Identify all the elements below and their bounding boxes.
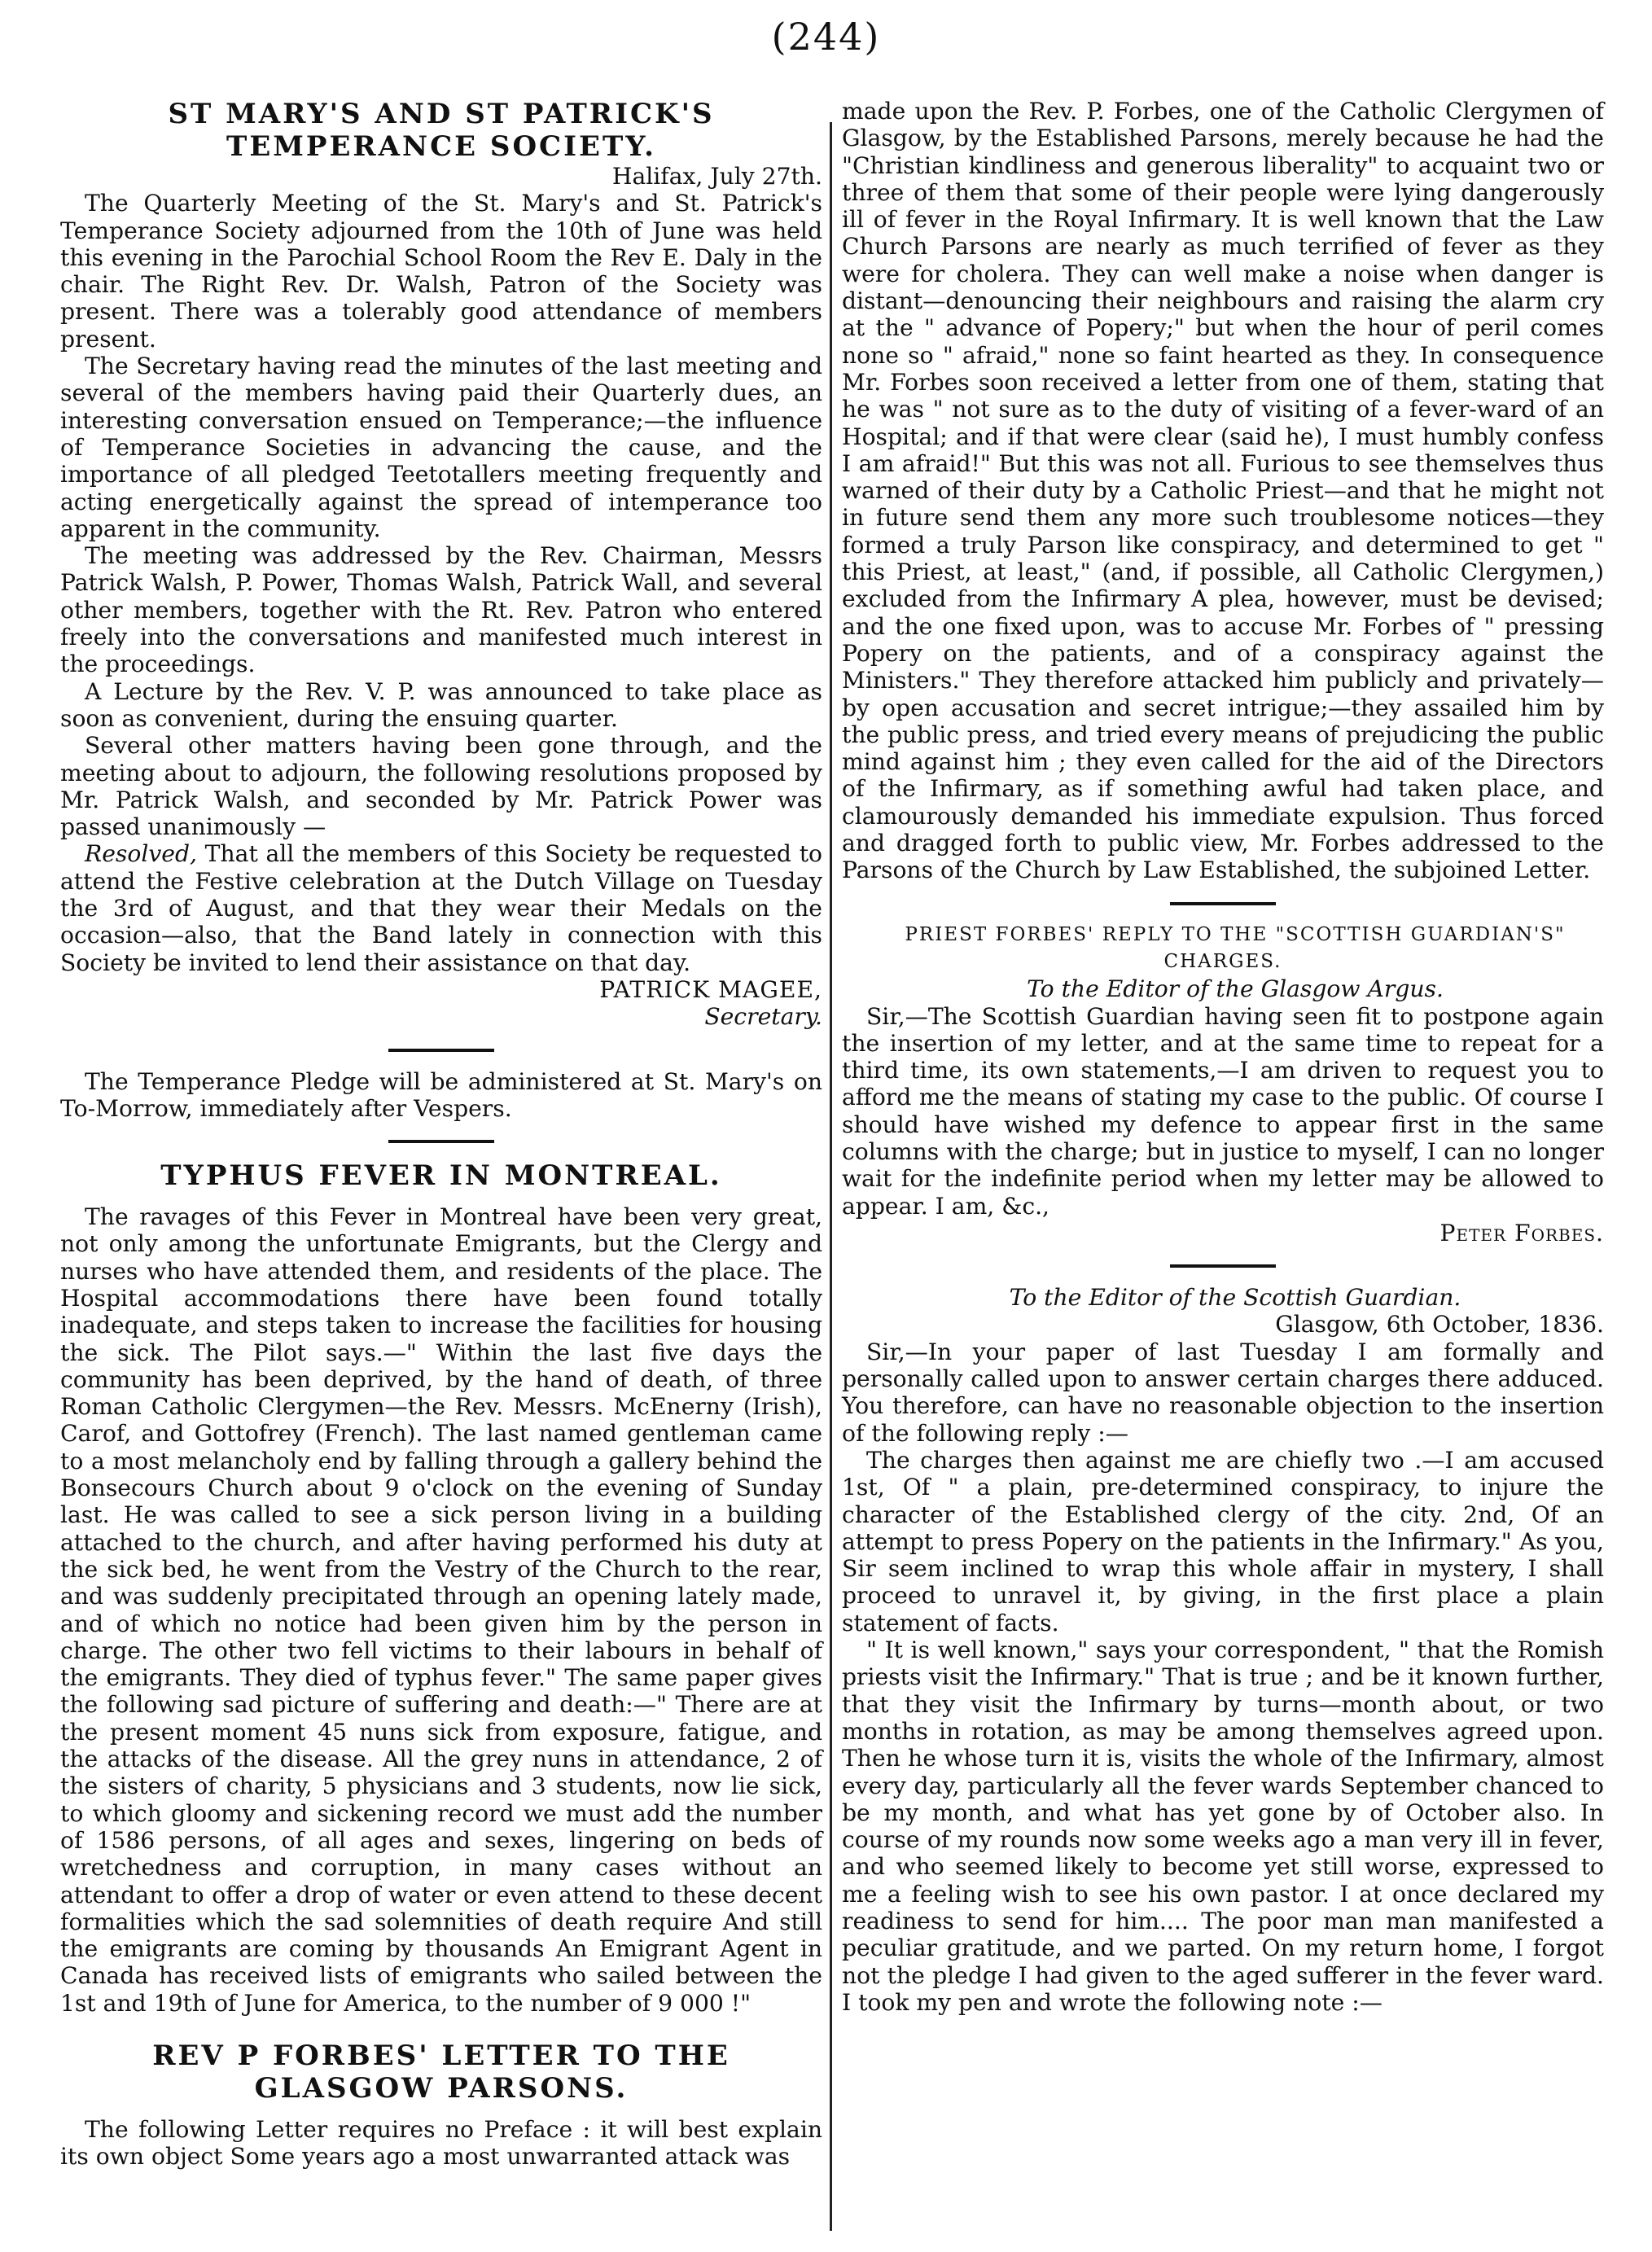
temperance-dateline: Halifax, July 27th. bbox=[611, 163, 822, 190]
temperance-paragraph: A Lecture by the Rev. V. P. was announced to take place as soon as convenient, during the ensuing quarter. bbox=[60, 677, 822, 732]
temperance-resolution bbox=[60, 840, 822, 975]
forbes-letter-headline: REV P FORBES' LETTER TO THE GLASGOW PARSONS. bbox=[152, 2040, 730, 2105]
right-column bbox=[842, 98, 1604, 2236]
forbes-letter-article bbox=[60, 2040, 822, 2171]
section-rule bbox=[388, 1140, 494, 1143]
section-rule bbox=[1170, 1264, 1276, 1268]
reply-to-line: To the Editor of the Glasgow Argus. bbox=[1027, 975, 1444, 1003]
section-rule bbox=[388, 1049, 494, 1052]
temperance-article bbox=[60, 98, 822, 1031]
reply-article bbox=[842, 922, 1604, 1247]
page-number: (244) bbox=[771, 15, 881, 59]
temperance-paragraph: Several other matters having been gone through, and the meeting about to adjourn, the following resolutions proposed by Mr. Patrick Walsh, and seconded by Mr. Patrick Power was passed unanimously — bbox=[60, 732, 822, 841]
letter-paragraph: The charges then against me are chiefly two .—I am accused 1st, Of " a plain, pre-determined conspiracy, to injure the character of the Established clergy of the city. 2nd, Of an attempt to press Popery on the patients in the Infirmary." As you, Sir seem inclined to wrap this whole affair in mystery, I shall proceed to unravel it, by giving, in the first place a plain statement of facts. bbox=[842, 1446, 1604, 1636]
reply-body: Sir,—The Scottish Guardian having seen fit to postpone again the insertion of my letter, and at the same time to repeat for a third time, its own statements,—I am driven to request you to afford me the means of stating my case to the public. Of course I should have wished my defence to appear first in the same columns with the charge; but in justice to myself, I can no longer wait for the indefinite period when my letter may be allowed to appear. I am, &c., bbox=[842, 1002, 1604, 1220]
letter-dateline: Glasgow, 6th October, 1836. bbox=[1275, 1311, 1604, 1338]
temperance-paragraph: The Secretary having read the minutes of the last meeting and several of the members having paid their Quarterly dues, an interesting conversation ensued on Temperance;—the influence of Temperance Societies in advancing the cause, and the importance of all pledged Teetotallers meeting frequently and acting energetically against the spread of intemperance too apparent in the community. bbox=[60, 353, 822, 542]
temperance-signature-title: Secretary. bbox=[704, 1003, 822, 1031]
temperance-headline: ST MARY'S AND ST PATRICK'S TEMPERANCE SOCIETY. bbox=[168, 98, 715, 163]
resolution-lead: Resolved, bbox=[85, 840, 197, 868]
guardian-letter bbox=[842, 1284, 1604, 2016]
column-divider bbox=[830, 122, 832, 2231]
section-rule bbox=[1170, 902, 1276, 905]
typhus-article bbox=[60, 1159, 822, 2017]
letter-to-line: To the Editor of the Scottish Guardian. bbox=[1009, 1284, 1461, 1312]
resolution-text: That all the members of this Society be requested to attend the Festive celebration at the Dutch Village on Tuesday the 3rd of August, and that they wear their Medals on the occasion—also, that the Band lately in connection with this Society be invited to lend their assistance on that day. bbox=[60, 840, 822, 976]
temperance-paragraph: The Quarterly Meeting of the St. Mary's and St. Patrick's Temperance Society adjourned from the 10th of June was held this evening in the Parochial School Room the Rev E. Daly in the chair. The Right Rev. Dr. Walsh, Patron of the Society was present. There was a tolerably good attendance of members present. bbox=[60, 190, 822, 353]
pledge-notice: The Temperance Pledge will be administered at St. Mary's on To-Morrow, immediately after Vespers. bbox=[60, 1067, 822, 1122]
typhus-body: The ravages of this Fever in Montreal have been very great, not only among the unfortunate Emigrants, but the Clergy and nurses who have attended them, and residents of the place. The Hospital accommodations there have been found totally inadequate, and steps taken to increase the facilities for housing the sick. The Pilot says.—" Within the last five days the community has been deprived, by the hand of death, of three Roman Catholic Clergymen—the Rev. Messrs. McEnerny (Irish), Carof, and Gottofrey (French). The last named gentleman came to a most melancholy end by falling through a gallery behind the Bonsecours Church about 9 o'clock on the evening of Sunday last. He was called to see a sick person living in a building attached to the church, and after having performed his duty at the sick bed, he went from the Vestry of the Church to the rear, and was suddenly precipitated through an opening lately made, and of which no notice had been given him by the person in charge. The other two fell victims to their labours in behalf of the emigrants. They died of typhus fever." The same paper gives the following sad picture of suffering and death:—" There are at the present moment 45 nuns sick from exposure, fatigue, and the attacks of the disease. All the grey nuns in attendance, 2 of the sisters of charity, 5 physicians and 3 students, now lie sick, to which gloomy and sickening record we must add the number of 1586 persons, of all ages and sexes, lingering on beds of wretchedness and corruption, in many cases without an attendant to offer a drop of water or even attend to these decent formalities which the sad solemnities of death require And still the emigrants are coming by thousands An Emigrant Agent in Canada has received lists of emigrants who sailed between the 1st and 19th of June for America, to the number of 9 000 !" bbox=[60, 1203, 822, 2017]
reply-signature: Peter Forbes. bbox=[1439, 1219, 1604, 1246]
forbes-letter-body: The following Letter requires no Preface : it will best explain its own object Some years ago a most unwarranted attack was bbox=[60, 2116, 822, 2171]
letter-paragraph: Sir,—In your paper of last Tuesday I am formally and personally called upon to answer certain charges there adduced. You therefore, can have no reasonable objection to the insertion of the following reply :— bbox=[842, 1338, 1604, 1447]
reply-headline: PRIEST FORBES' REPLY TO THE "SCOTTISH GUARDIAN'S" CHARGES. bbox=[905, 923, 1566, 972]
forbes-continuation: made upon the Rev. P. Forbes, one of the Catholic Clergymen of Glasgow, by the Established Parsons, merely because he had the "Christian kindliness and generous liberality" to acquaint two or three of them that some of their people were lying dangerously ill of fever in the Royal Infirmary. It is well known that the Law Church Parsons are nearly as much terrified of fever as they were for cholera. They can well make a noise when danger is distant—denouncing their neighbours and raising the alarm cry at the " advance of Popery;" but when the hour of peril comes none so " afraid," none so faint hearted as they. In consequence Mr. Forbes soon received a letter from one of them, stating that he was " not sure as to the duty of visiting of a fever-ward of an Hospital; and if that were clear (said he), I must humbly confess I am afraid!" But this was not all. Furious to see themselves thus warned of their duty by a Catholic Priest—and that he might not in future send them any more such troublesome notices—they formed a truly Parson like conspiracy, and determined to get " this Priest, at least," (and, if possible, all Catholic Clergymen,) excluded from the Infirmary A plea, however, must be devised; and the one fixed upon, was to accuse Mr. Forbes of " pressing Popery on the patients, and of a conspiracy against the Ministers." They therefore attacked him publicly and privately—by open accusation and secret intrigue;—they assailed him by the public press, and tried every means of prejudicing the public mind against him ; they even called for the aid of the Directors of the Infirmary, as if something awful had taken place, and clamourously demanded his immediate expulsion. Thus forced and dragged forth to public view, Mr. Forbes addressed to the Parsons of the Church by Law Established, the subjoined Letter. bbox=[842, 98, 1604, 884]
letter-paragraph: " It is well known," says your correspondent, " that the Romish priests visit the Infirmary." That is true ; and be it known further, that they visit the Infirmary by turns—month about, or two months in rotation, as may be among themselves agreed upon. Then he whose turn it is, visits the whole of the Infirmary, almost every day, particularly all the fever wards September chanced to be my month, and what has yet gone by of October also. In course of my rounds now some weeks ago a man very ill in fever, and who seemed likely to become yet still worse, expressed to me a feeling wish to see his own pastor. I at once declared my readiness to send for him.... The poor man man manifested a peculiar gratitude, and we parted. On my return home, I forgot not the pledge I had given to the aged sufferer in the fever ward. I took my pen and wrote the following note :— bbox=[842, 1636, 1604, 2016]
typhus-headline: TYPHUS FEVER IN MONTREAL. bbox=[160, 1159, 722, 1193]
left-column bbox=[60, 98, 822, 2236]
temperance-paragraph: The meeting was addressed by the Rev. Chairman, Messrs Patrick Walsh, P. Power, Thomas Walsh, Patrick Wall, and several other members, together with the Rt. Rev. Patron who entered freely into the conversations and manifested much interest in the proceedings. bbox=[60, 542, 822, 678]
temperance-signature: PATRICK MAGEE, bbox=[599, 975, 822, 1003]
